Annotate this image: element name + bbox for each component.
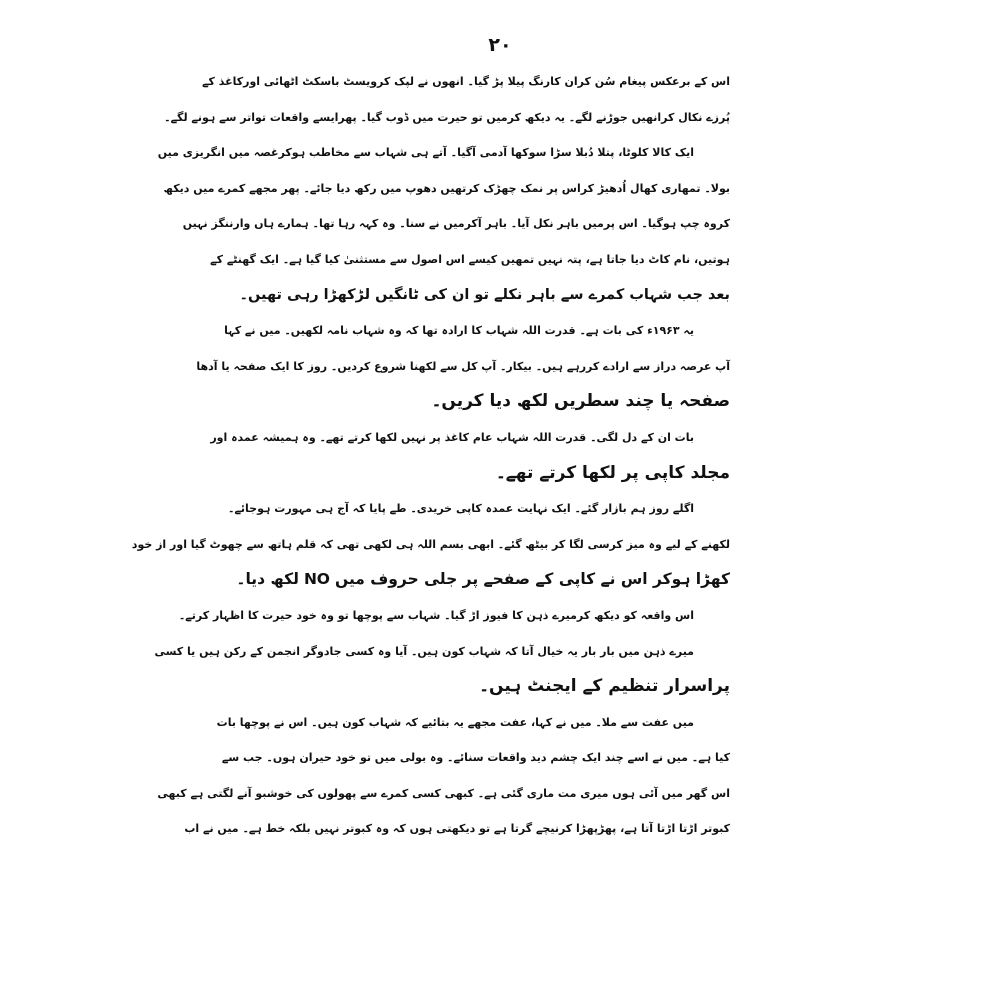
paragraph	[196, 313, 730, 420]
text-line: میں عفت سے ملا۔ میں نے کہا، عفت مجھے یہ بتائیے کہ شہاب کون ہیں۔ اس نے پوچھا بات	[216, 715, 694, 729]
paragraph	[154, 634, 730, 705]
text-line: ایک کالا کلوٹا، پتلا دُبلا سڑا سوکھا آدمی آگیا۔ آتے ہی شہاب سے مخاطب ہوکرغصہ میں انگریزی میں	[157, 146, 694, 160]
text-line: صفحہ یا چند سطریں لکھ دیا کریں۔	[431, 391, 730, 412]
text-line: پُرزے نکال کرانھیں جوڑنے لگے۔ یہ دیکھ کرمیں تو حیرت میں ڈوب گیا۔ پھرایسے واقعات تواتر سے ہونے لگے۔	[164, 110, 730, 124]
paragraph	[157, 705, 730, 847]
text-line: اس کے برعکس پیغام سُن کران کارنگ پیلا پڑ گیا۔ انھوں نے لپک کرویسٹ باسکٹ اٹھائی اورکاغذ کے	[202, 75, 730, 88]
paragraph	[157, 135, 730, 313]
text-line: ہوتیں، نام کاٹ دیا جاتا ہے، پتہ نہیں تمھیں کیسے اس اصول سے مستثنیٰ کیا گیا ہے۔ ایک گھنٹے کے	[210, 252, 730, 266]
text-line: بولا۔ تمھاری کھال اُدھیڑ کراس پر نمک چھڑک کرتھیں دھوپ میں رکھ دیا جائے۔ پھر مجھے کمرے میں دیکھ	[163, 181, 730, 195]
text-line: مجلد کاپی پر لکھا کرتے تھے۔	[495, 462, 730, 483]
page-body-text	[131, 64, 730, 847]
paragraph	[131, 491, 730, 598]
text-line: کبوتر اڑتا اڑتا آتا ہے، پھڑپھڑا کرنیچے گرتا ہے تو دیکھتی ہوں کہ وہ کبوتر نہیں بلکہ خط ہے۔ میں نے اب	[184, 822, 730, 836]
text-line: آپ عرصہ دراز سے ارادے کررہے ہیں۔ بیکار۔ آپ کل سے لکھنا شروع کردیں۔ روز کا ایک صفحہ یا آدھا	[196, 359, 730, 373]
text-line: کیا ہے۔ میں نے اسے چند ایک چشم دید واقعات سنائے۔ وہ بولی میں تو خود حیران ہوں۔ جب سے	[221, 751, 730, 765]
text-line: بات ان کے دل لگی۔ قدرت اللہ شہاب عام کاغذ پر نہیں لکھا کرتے تھے۔ وہ ہمیشہ عمدہ اور	[210, 430, 694, 444]
text-line: پراسرار تنظیم کے ایجنٹ ہیں۔	[479, 676, 730, 697]
page-number: ۲۰	[488, 34, 512, 56]
text-line: میرے ذہن میں بار بار یہ خیال آتا کہ شہاب کون ہیں۔ آیا وہ کسی جادوگر انجمن کے رکن ہیں یا کسی	[154, 644, 694, 658]
text-line: اس گھر میں آئی ہوں میری مت ماری گئی ہے۔ کبھی کسی کمرے سے پھولوں کی خوشبو آنے لگتی ہے کبھی	[157, 786, 730, 800]
paragraph	[178, 598, 730, 634]
text-line: اس واقعہ کو دیکھ کرمیرے ذہن کا فیوز اڑ گیا۔ شہاب سے پوچھا تو وہ خود حیرت کا اظہار کرتے۔	[178, 608, 694, 622]
text-line: بعد جب شہاب کمرے سے باہر نکلے تو ان کی ٹانگیں لڑکھڑا رہی تھیں۔	[239, 286, 730, 303]
text-line: اگلے روز ہم بازار گئے۔ ایک نہایت عمدہ کاپی خریدی۔ طے پایا کہ آج ہی مہورت ہوجائے۔	[228, 502, 694, 516]
text-line: کروہ چپ ہوگیا۔ اس پرمیں باہر نکل آیا۔ باہر آکرمیں نے سنا۔ وہ کہہ رہا تھا۔ ہمارے ہاں وارننگز نہیں	[182, 217, 730, 231]
paragraph	[164, 64, 730, 135]
text-line: لکھنے کے لیے وہ میز کرسی لگا کر بیٹھ گئے۔ ابھی بسم اللہ ہی لکھی تھی کہ قلم ہاتھ سے چھوٹ گیا اور از خود	[131, 537, 730, 551]
text-line: کھڑا ہوکر اس نے کاپی کے صفحے پر جلی حروف میں NO لکھ دیا۔	[236, 570, 730, 589]
text-line: یہ ۱۹۶۳ء کی بات ہے۔ قدرت اللہ شہاب کا ارادہ تھا کہ وہ شہاب نامہ لکھیں۔ میں نے کہا	[224, 324, 694, 338]
paragraph	[210, 420, 730, 491]
